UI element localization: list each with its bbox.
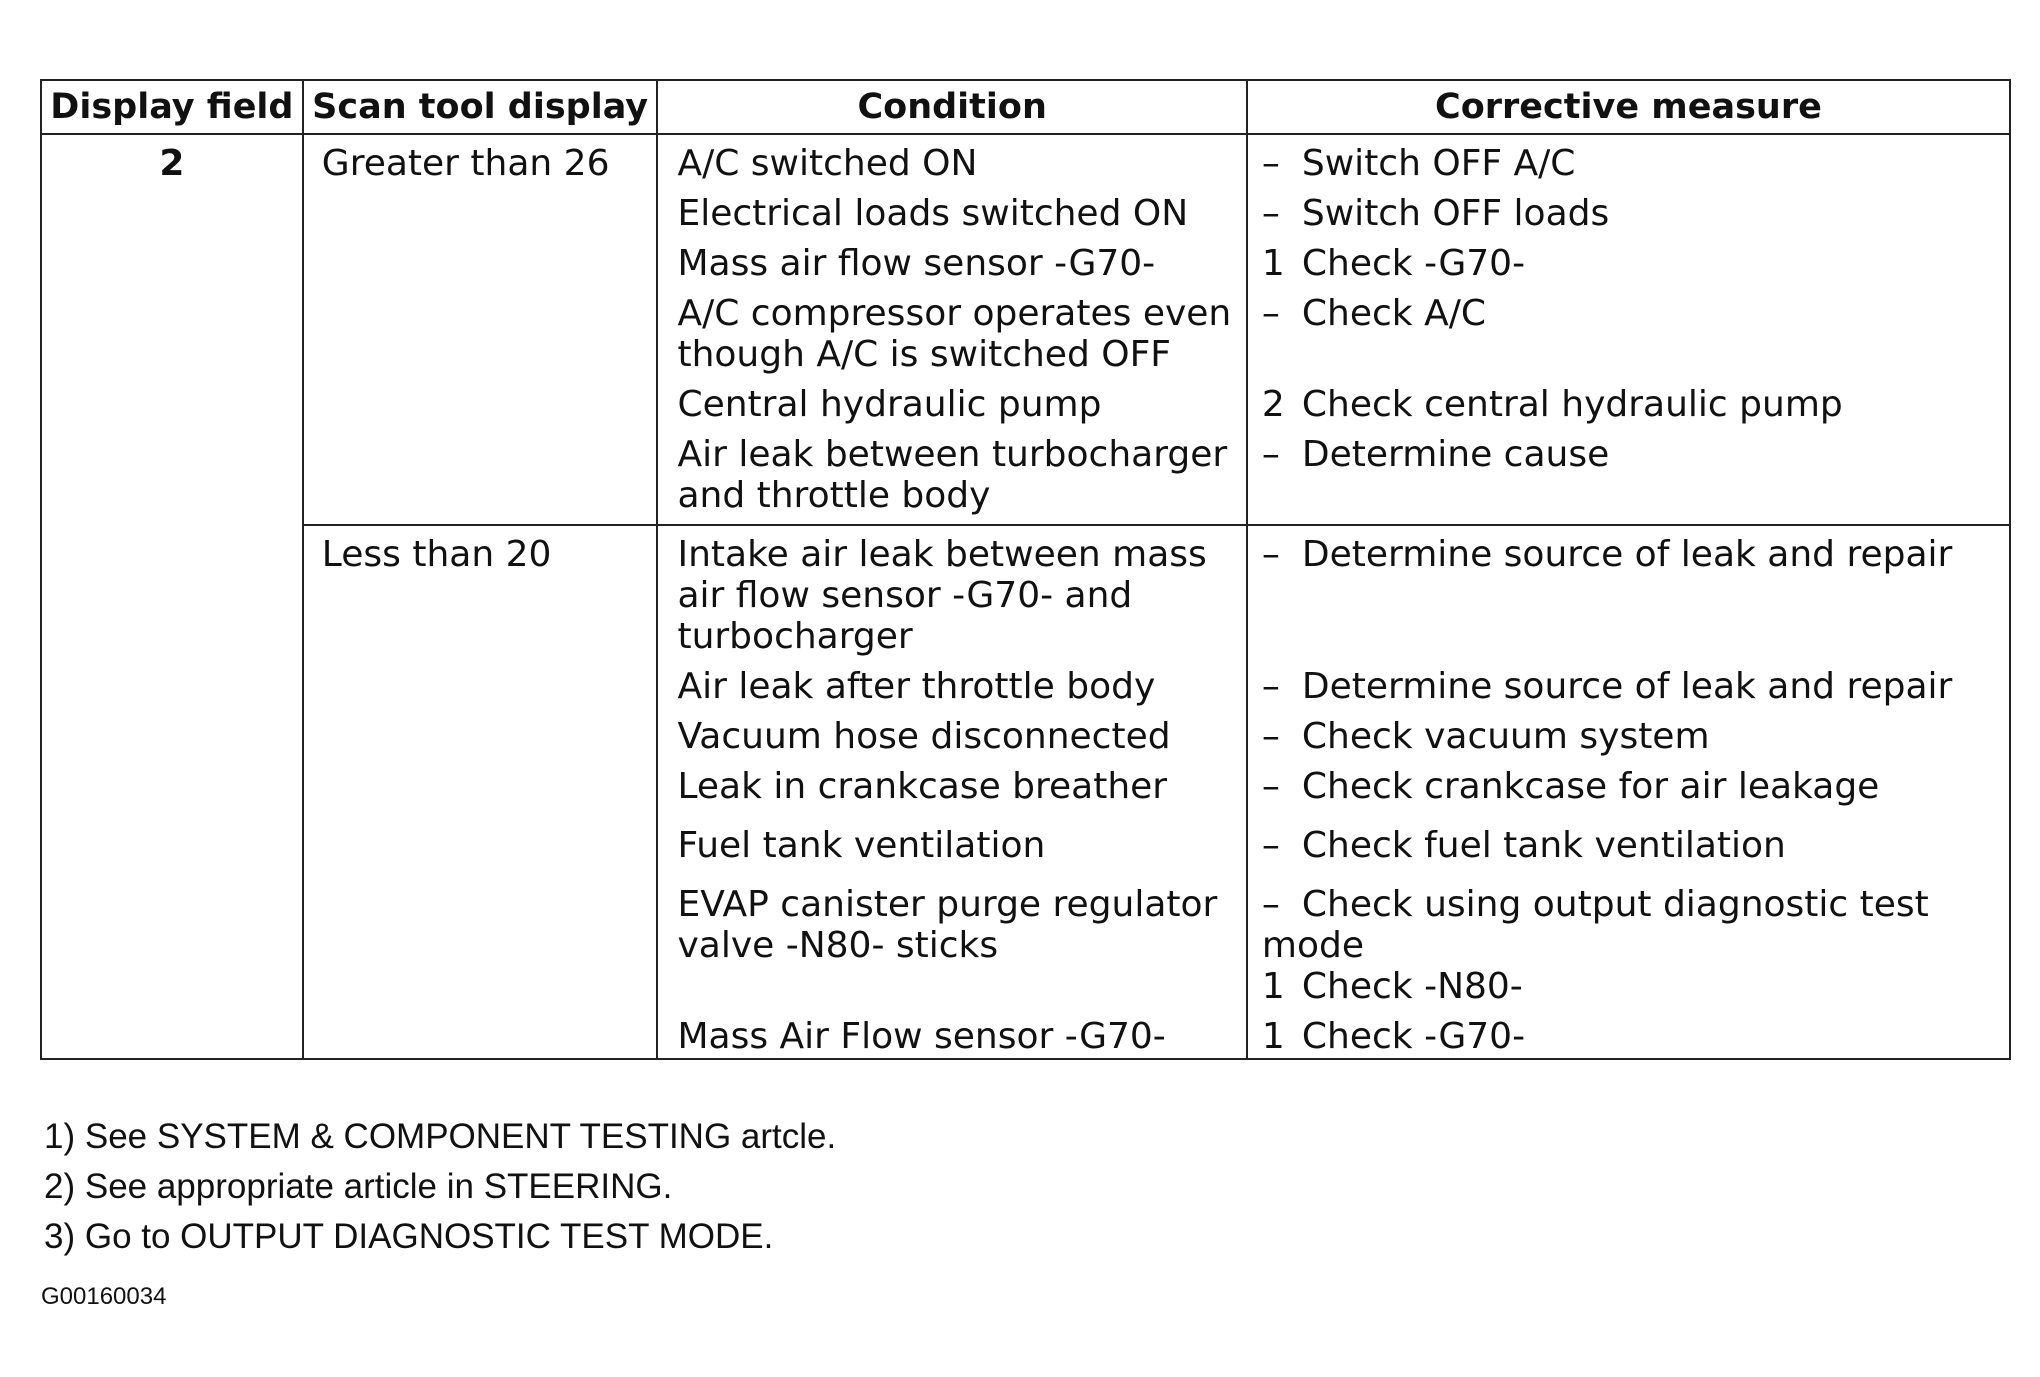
measure-text: Check central hydraulic pump (1301, 384, 1843, 425)
condition-cell: A/C switched ON (657, 134, 1246, 185)
footnote-marker: – (1261, 293, 1280, 334)
header-scan-tool-display: Scan tool display (303, 80, 658, 134)
footnote-marker: – (1261, 766, 1280, 807)
measure-cell (1247, 658, 2010, 708)
measure-text: Check A/C (1301, 293, 1486, 334)
measure-cell (1247, 525, 2010, 658)
header-display-field: Display field (41, 80, 303, 134)
table-header-row (41, 80, 2010, 134)
measure-text: Determine cause (1301, 434, 1610, 475)
footnote-marker: – (1261, 666, 1280, 707)
measure-cell (1247, 235, 2010, 285)
footnote-marker: 1 (1261, 243, 1285, 284)
measure-cell (1247, 134, 2010, 185)
condition-cell: Mass air flow sensor -G70- (657, 235, 1246, 285)
measure-cell (1247, 376, 2010, 426)
condition-cell: Air leak between turbocharger and throttle body (657, 426, 1246, 525)
footnote-2: 2) See appropriate article in STEERING. (44, 1167, 673, 1206)
condition-cell: Electrical loads switched ON (657, 185, 1246, 235)
measure-cell (1247, 876, 2010, 1008)
footnote-marker: 2 (1261, 384, 1285, 425)
measure-text: Check fuel tank ventilation (1301, 825, 1786, 866)
footnote-marker: – (1261, 434, 1280, 475)
footnote-marker: – (1261, 193, 1280, 234)
measure-cell (1247, 758, 2010, 817)
condition-cell: Mass Air Flow sensor -G70- (657, 1008, 1246, 1059)
condition-cell: Leak in crankcase breather (657, 758, 1246, 817)
footnote-marker: – (1261, 884, 1280, 925)
condition-cell: Fuel tank ventilation (657, 817, 1246, 876)
condition-cell: Central hydraulic pump (657, 376, 1246, 426)
footnote-marker: – (1261, 716, 1280, 757)
diagnostic-table (40, 79, 2011, 1060)
footnote-marker: – (1261, 143, 1280, 184)
measure-text: Check -G70- (1301, 243, 1526, 284)
display-field-value: 2 (41, 134, 303, 1059)
table-row (41, 525, 2010, 658)
measure-cell (1247, 1008, 2010, 1059)
header-condition: Condition (657, 80, 1246, 134)
scan-value-less-20: Less than 20 (303, 525, 658, 1059)
measure-text: Switch OFF A/C (1301, 143, 1576, 184)
measure-cell (1247, 426, 2010, 525)
footnotes (44, 1112, 836, 1262)
figure-code: G00160034 (41, 1283, 167, 1310)
footnote-1: 1) See SYSTEM & COMPONENT TESTING artcle. (44, 1117, 837, 1156)
condition-cell: EVAP canister purge regulator valve -N80- sticks (657, 876, 1246, 1008)
measure-cell (1247, 817, 2010, 876)
footnote-3: 3) Go to OUTPUT DIAGNOSTIC TEST MODE. (44, 1217, 774, 1256)
footnote-marker: – (1261, 825, 1280, 866)
condition-cell: Air leak after throttle body (657, 658, 1246, 708)
measure-text: Determine source of leak and repair (1301, 666, 1953, 707)
measure-text: Check using output diagnostic test mode (1261, 884, 1929, 966)
condition-cell: Vacuum hose disconnected (657, 708, 1246, 758)
scan-value-greater-26: Greater than 26 (303, 134, 658, 525)
measure-text: Check vacuum system (1301, 716, 1710, 757)
footnote-marker: – (1261, 534, 1280, 575)
measure-text: Determine source of leak and repair (1301, 534, 1953, 575)
footnote-marker: 1 (1261, 1016, 1285, 1057)
footnote-marker: 1 (1261, 966, 1285, 1007)
measure-text: Check -N80- (1301, 966, 1523, 1007)
header-corrective-measure: Corrective measure (1247, 80, 2010, 134)
table-row (41, 134, 2010, 185)
measure-cell (1247, 708, 2010, 758)
condition-cell: A/C compressor operates even though A/C is switched OFF (657, 285, 1246, 376)
measure-cell (1247, 185, 2010, 235)
measure-text: Check -G70- (1301, 1016, 1526, 1057)
measure-text: Check crankcase for air leakage (1301, 766, 1880, 807)
measure-cell (1247, 285, 2010, 376)
condition-cell: Intake air leak between mass air flow sensor -G70- and turbocharger (657, 525, 1246, 658)
measure-text: Switch OFF loads (1301, 193, 1610, 234)
